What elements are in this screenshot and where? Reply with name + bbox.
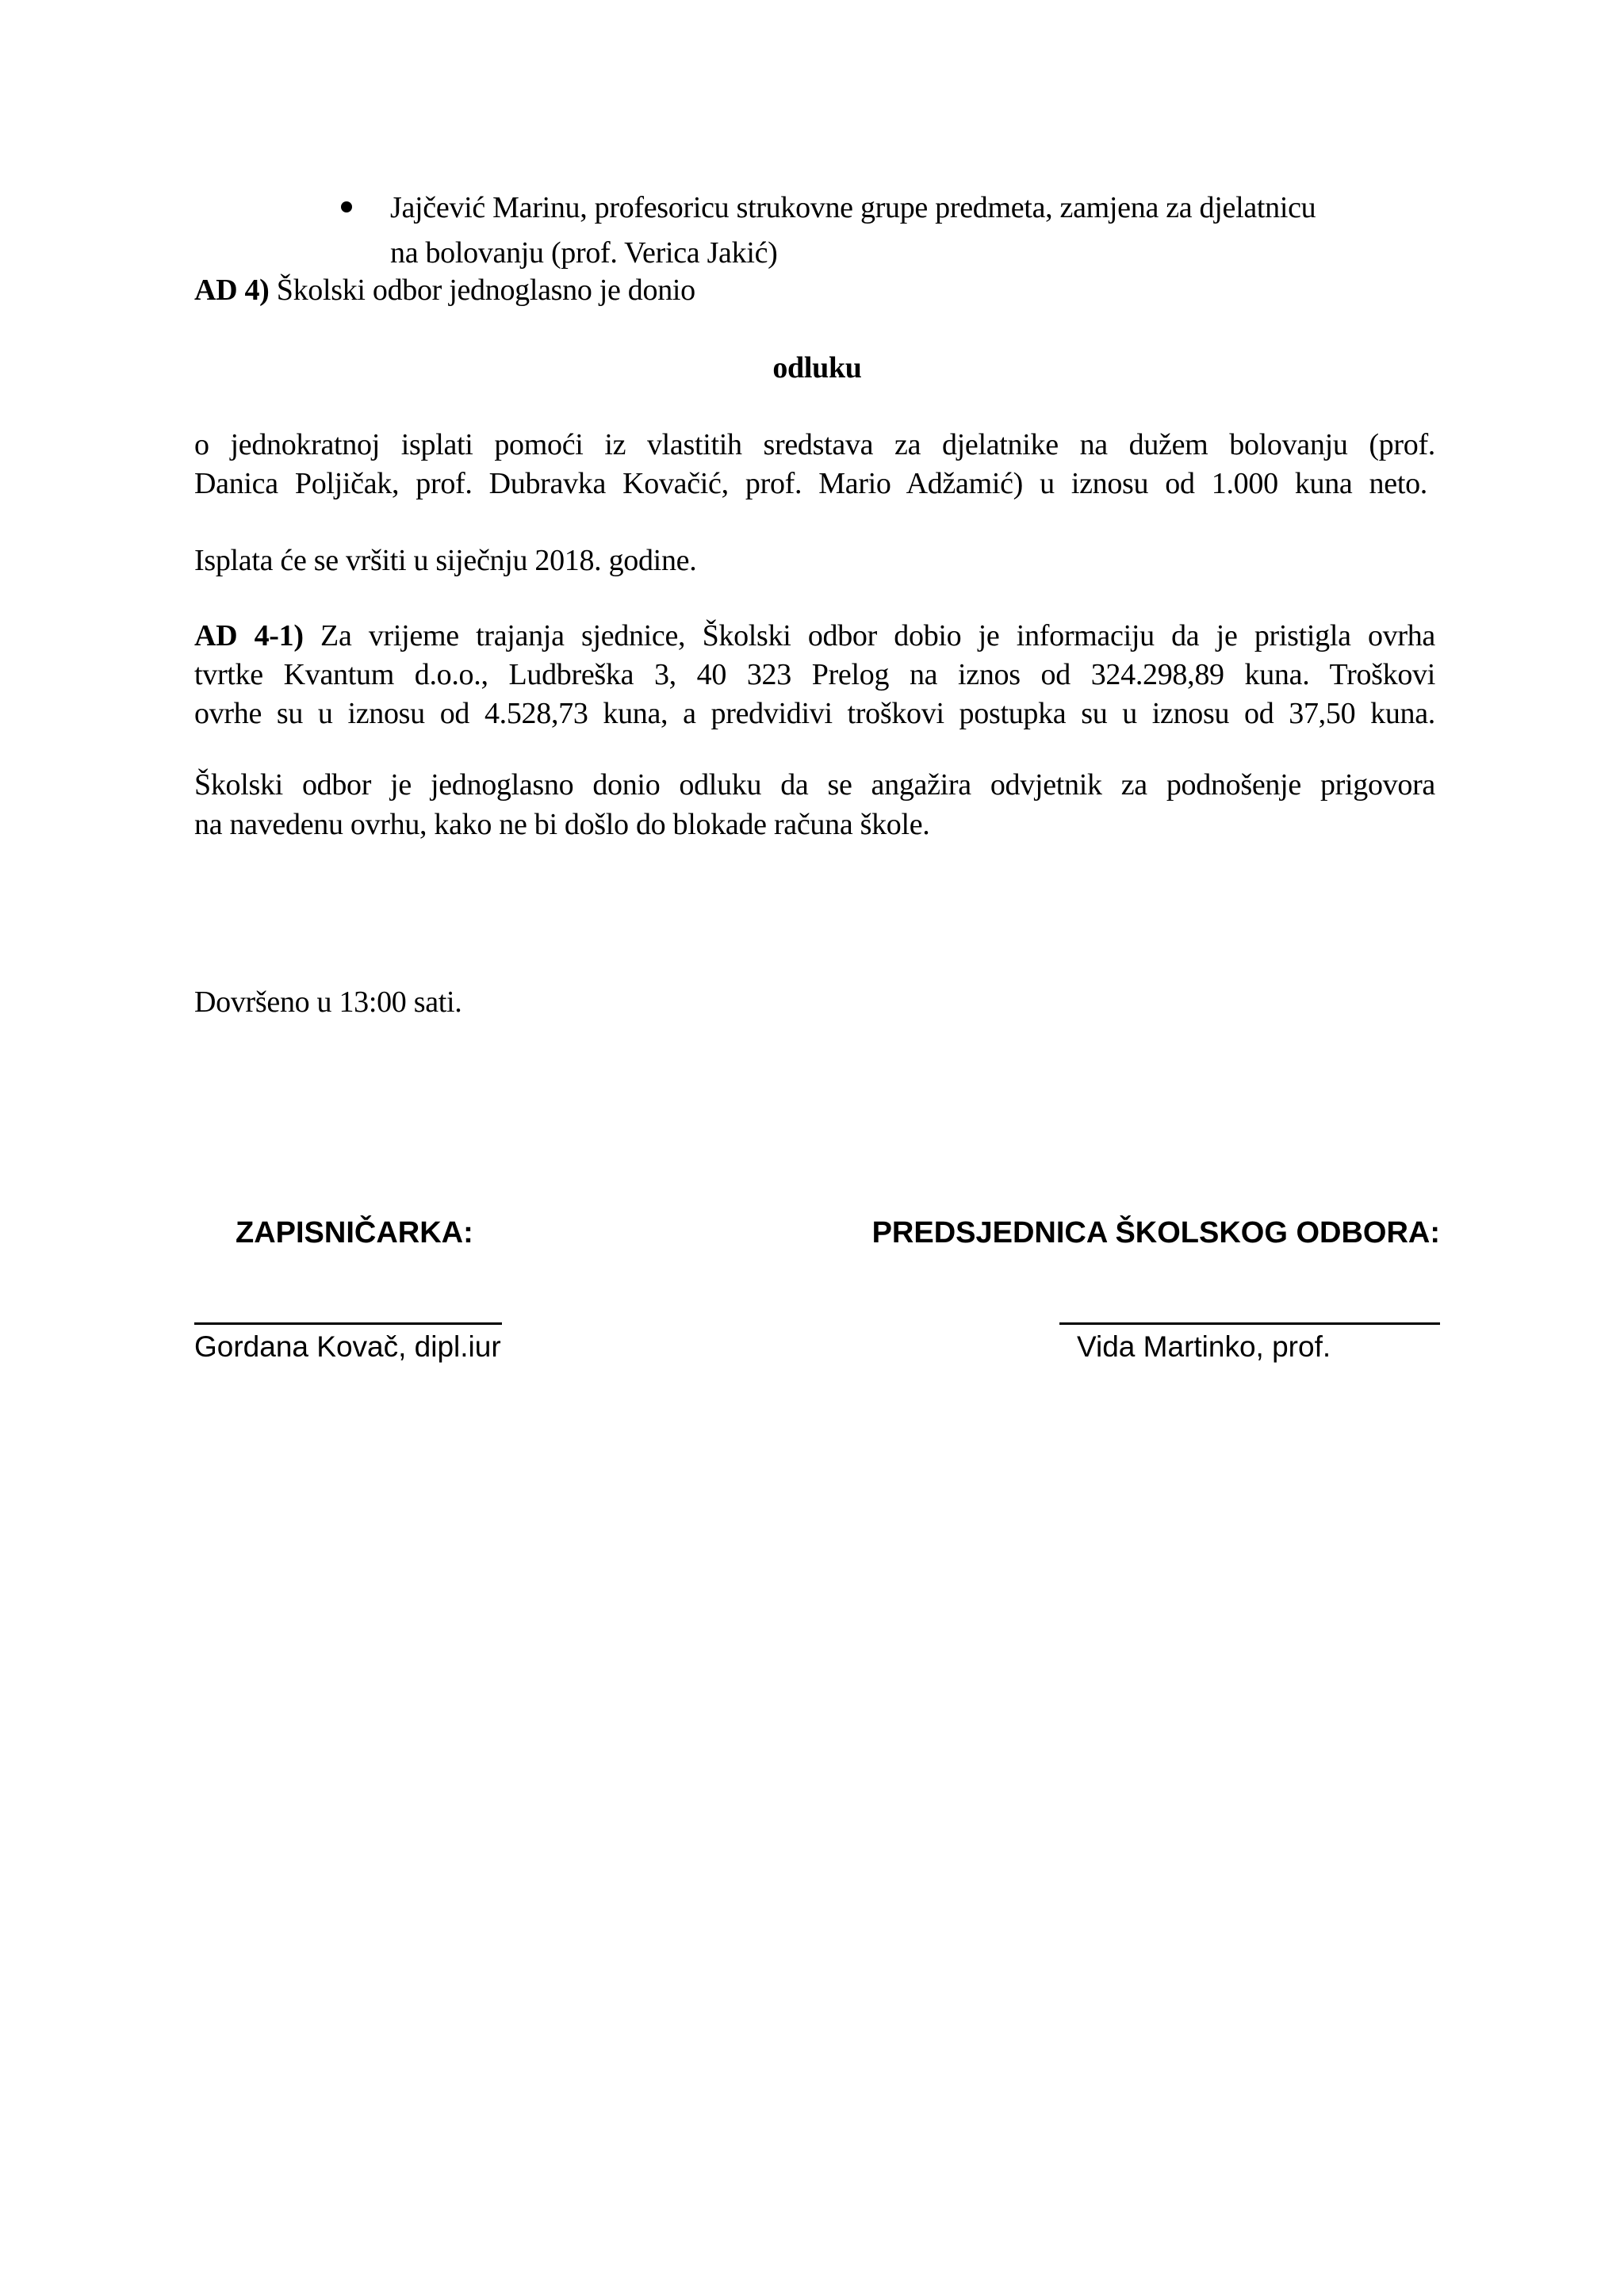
ad41-decision-line-2: na navedenu ovrhu, kako ne bi došlo do blokade računa škole. [194,808,930,841]
ad4-paragraph [194,271,695,309]
bullet-line-2: na bolovanju (prof. Verica Jakić) [390,236,778,270]
bullet-icon [341,201,352,212]
recorder-name: Gordana Kovač, dipl.iur [194,1330,501,1363]
recorder-signature-line [194,1322,502,1325]
decision-line-1: o jednokratnoj isplati pomoći iz vlastitih sredstava za djelatnike na dužem bolovanju (prof. [194,428,1435,461]
decision-heading: odluku [772,351,862,385]
chair-title: PREDSJEDNICA ŠKOLSKOG ODBORA: [871,1216,1440,1249]
decision-line-2: Danica Poljičak, prof. Dubravka Kovačić, prof. Mario Adžamić) u iznosu od 1.000 kuna neto. [194,467,1427,500]
ad4-text: Školski odbor jednoglasno je donio [269,274,695,307]
ad41-line-1 [194,617,1435,655]
ad41-line-3: ovrhe su u iznosu od 4.528,73 kuna, a predvidivi troškovi postupka su u iznosu od 37,50 kuna. [194,697,1435,730]
chair-signature-line [1059,1322,1440,1325]
ad41-label: AD 4-1) [194,619,304,652]
bullet-line-1: Jajčević Marinu, profesoricu strukovne grupe predmeta, zamjena za djelatnicu [390,191,1316,224]
recorder-title: ZAPISNIČARKA: [236,1216,473,1249]
closing-time: Dovršeno u 13:00 sati. [194,985,462,1019]
ad4-label: AD 4) [194,274,270,307]
ad41-decision-line-1: Školski odbor je jednoglasno donio odluku da se angažira odvjetnik za podnošenje prigovora [194,768,1435,802]
payment-note: Isplata će se vršiti u siječnju 2018. godine. [194,544,697,577]
chair-name: Vida Martinko, prof. [1077,1330,1331,1363]
ad41-line-1-text: Za vrijeme trajanja sjednice, Školski odbor dobio je informaciju da je pristigla ovrha [303,619,1436,652]
ad41-line-2: tvrtke Kvantum d.o.o., Ludbreška 3, 40 323 Prelog na iznos od 324.298,89 kuna. Troškovi [194,658,1435,691]
